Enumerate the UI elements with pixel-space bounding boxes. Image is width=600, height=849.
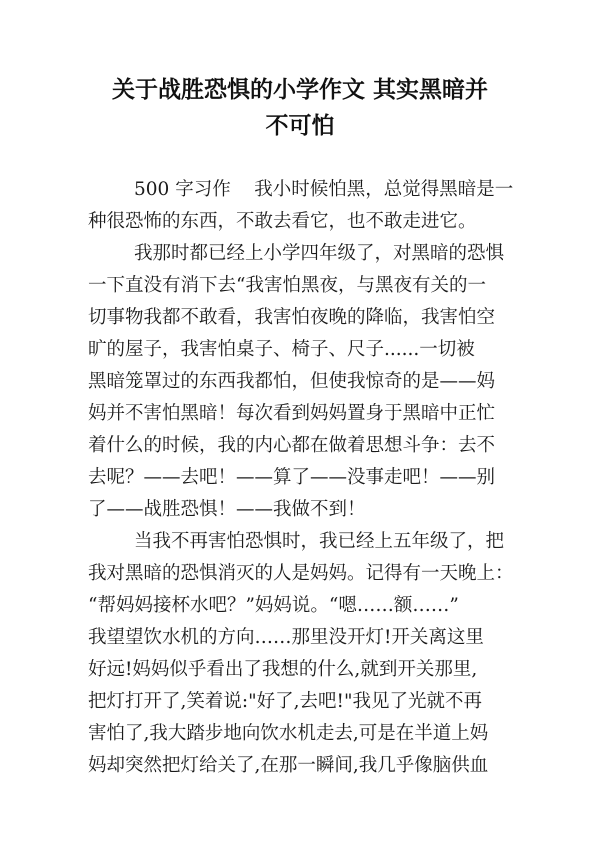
- body-line: 我望望饮水机的方向……那里没开灯!开关离这里: [88, 627, 484, 648]
- body-line: 黑暗笼罩过的东西我都怕，但使我惊奇的是——妈: [88, 371, 496, 392]
- body-line: 去呢？——去吧！——算了——没事走吧！——别: [88, 467, 496, 488]
- title-line-1: 关于战胜恐惧的小学作文 其实黑暗并: [111, 77, 488, 103]
- body-line: 把灯打开了,笑着说:"好了,去吧!"我见了光就不再: [88, 691, 482, 712]
- body-line: 妈却突然把灯给关了,在那一瞬间,我几乎像脑供血: [88, 755, 489, 776]
- article-title: [80, 72, 520, 144]
- body-line: 好远!妈妈似乎看出了我想的什么,就到开关那里,: [88, 659, 478, 680]
- body-line: 了——战胜恐惧！——我做不到！: [88, 499, 366, 520]
- body-line: 害怕了,我大踏步地向饮水机走去,可是在半道上妈: [88, 723, 489, 744]
- body-line: 旷的屋子，我害怕桌子、椅子、尺子......一切被: [88, 339, 475, 360]
- body-line: “帮妈妈接杯水吧？”妈妈说。“嗯……额……”: [88, 595, 459, 616]
- body-line: 我对黑暗的恐惧消灭的人是妈妈。记得有一天晚上：: [88, 563, 514, 584]
- body-line: 妈并不害怕黑暗！每次看到妈妈置身于黑暗中正忙: [88, 403, 496, 424]
- title-line-2: 不可怕: [265, 113, 335, 139]
- body-line: 当我不再害怕恐惧时，我已经上五年级了，把: [134, 531, 505, 552]
- body-line: 我那时都已经上小学四年级了，对黑暗的恐惧: [134, 243, 505, 264]
- body-line: 切事物我都不敢看，我害怕夜晚的降临，我害怕空: [88, 307, 496, 328]
- body-line: 一下直没有消下去“我害怕黑夜，与黑夜有关的一: [88, 275, 486, 296]
- body-line: 500 字习作 我小时候怕黑，总觉得黑暗是一: [134, 179, 514, 200]
- body-line: 种很恐怖的东西，不敢去看它，也不敢走进它。: [88, 211, 477, 232]
- body-line: 着什么的时候，我的内心都在做着思想斗争：去不: [88, 435, 496, 456]
